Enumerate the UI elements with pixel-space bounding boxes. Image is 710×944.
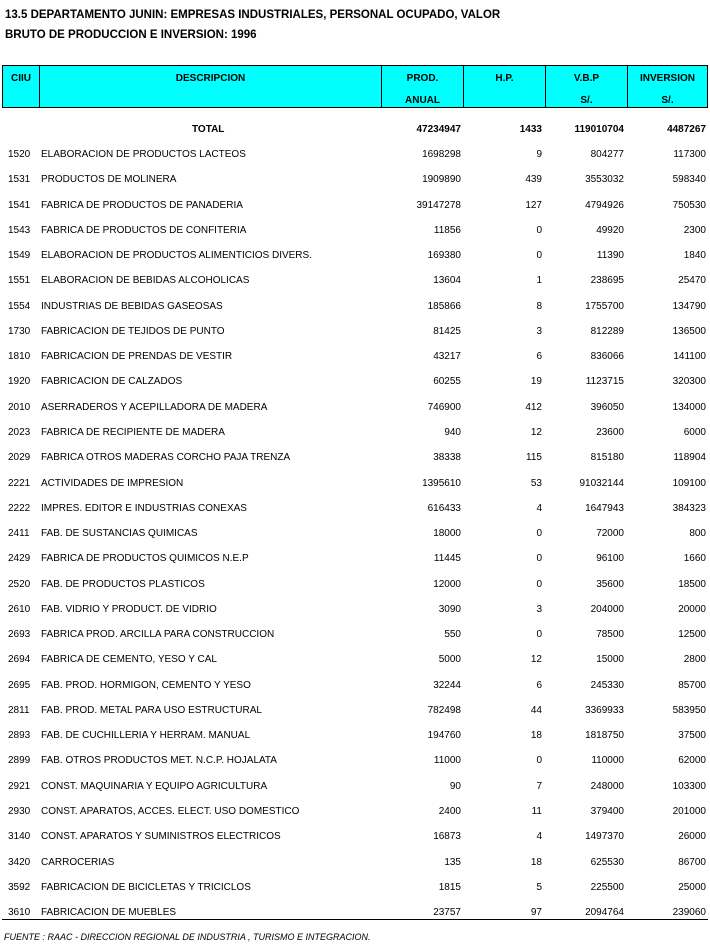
vbp-cell: 204000 xyxy=(590,603,624,615)
inversion-cell: 6000 xyxy=(683,426,706,438)
hp-cell: 8 xyxy=(536,300,542,312)
ciiu-cell: 1520 xyxy=(8,149,31,160)
vbp-cell: 23600 xyxy=(596,426,624,438)
table-row xyxy=(0,831,710,847)
table-row xyxy=(0,882,710,898)
vbp-cell: 91032144 xyxy=(579,477,624,489)
description-cell: ACTIVIDADES DE IMPRESION xyxy=(41,477,184,489)
table-row xyxy=(0,629,710,645)
ciiu-cell: 2429 xyxy=(8,553,31,565)
ciiu-cell: 2930 xyxy=(8,806,31,818)
table-row xyxy=(0,326,710,342)
vbp-cell: 3369933 xyxy=(585,704,624,716)
table-row xyxy=(0,604,710,620)
vbp-cell: 110000 xyxy=(591,755,624,767)
total-vbp: 119010704 xyxy=(574,124,624,135)
description-cell: PRODUCTOS DE MOLINERA xyxy=(41,174,177,186)
ciiu-cell: 3420 xyxy=(8,856,31,868)
prod-anual-cell: 1395610 xyxy=(422,477,461,489)
prod-anual-cell: 1698298 xyxy=(422,149,461,160)
hp-cell: 0 xyxy=(536,224,542,236)
vbp-cell: 1818750 xyxy=(585,730,624,742)
description-cell: CONST. APARATOS Y SUMINISTROS ELECTRICOS xyxy=(41,831,281,843)
table-row xyxy=(0,705,710,721)
prod-anual-cell: 11000 xyxy=(433,755,461,767)
ciiu-cell: 3610 xyxy=(8,907,31,919)
table-row xyxy=(0,806,710,822)
vbp-cell: 379400 xyxy=(590,806,624,818)
ciiu-cell: 2893 xyxy=(8,730,31,742)
ciiu-cell: 2221 xyxy=(8,477,31,489)
inversion-cell: 1840 xyxy=(683,250,706,262)
vbp-cell: 804277 xyxy=(590,149,624,160)
inversion-cell: 141100 xyxy=(673,351,706,363)
description-cell: FABRICA OTROS MADERAS CORCHO PAJA TRENZA xyxy=(41,452,291,464)
hp-cell: 0 xyxy=(536,250,542,262)
description-cell: IMPRES. EDITOR E INDUSTRIAS CONEXAS xyxy=(41,502,247,514)
prod-anual-cell: 135 xyxy=(444,856,461,868)
ciiu-cell: 2029 xyxy=(8,452,31,464)
description-cell: ELABORACION DE BEBIDAS ALCOHOLICAS xyxy=(41,275,250,287)
description-cell: INDUSTRIAS DE BEBIDAS GASEOSAS xyxy=(41,300,223,312)
total-label: TOTAL xyxy=(192,124,225,135)
inversion-cell: 117300 xyxy=(673,149,706,160)
prod-anual-cell: 746900 xyxy=(427,401,461,413)
inversion-cell: 62000 xyxy=(678,755,706,767)
page-title-line-1: 13.5 DEPARTAMENTO JUNIN: EMPRESAS INDUSTRIALES, PERSONAL OCUPADO, VALOR xyxy=(5,9,501,21)
vbp-cell: 248000 xyxy=(590,780,624,792)
prod-anual-cell: 550 xyxy=(444,629,461,641)
header-prod-anual: PROD. ANUAL xyxy=(382,66,464,107)
hp-cell: 5 xyxy=(536,881,542,893)
table-row xyxy=(0,654,710,670)
table-row xyxy=(0,452,710,468)
prod-anual-cell: 90 xyxy=(449,780,461,792)
ciiu-cell: 2010 xyxy=(8,401,31,413)
hp-cell: 12 xyxy=(530,654,542,666)
description-cell: CONST. APARATOS, ACCES. ELECT. USO DOMESTICO xyxy=(41,806,300,818)
table-row xyxy=(0,174,710,190)
inversion-cell: 201000 xyxy=(672,806,706,818)
description-cell: FABRICA DE PRODUCTOS DE CONFITERIA xyxy=(41,224,247,236)
vbp-cell: 245330 xyxy=(590,679,624,691)
ciiu-cell: 2222 xyxy=(8,502,31,514)
vbp-cell: 815180 xyxy=(590,452,624,464)
prod-anual-cell: 782498 xyxy=(427,704,461,716)
inversion-cell: 86700 xyxy=(678,856,706,868)
hp-cell: 11 xyxy=(531,806,542,818)
hp-cell: 439 xyxy=(525,174,542,186)
inversion-cell: 25000 xyxy=(678,881,706,893)
hp-cell: 44 xyxy=(530,704,542,716)
table-row xyxy=(0,200,710,216)
table-row xyxy=(0,478,710,494)
inversion-cell: 320300 xyxy=(672,376,706,388)
table-row xyxy=(0,857,710,873)
prod-anual-cell: 2400 xyxy=(438,806,461,818)
hp-cell: 127 xyxy=(525,199,542,211)
inversion-cell: 12500 xyxy=(678,629,706,641)
table-row xyxy=(0,503,710,519)
vbp-cell: 812289 xyxy=(590,325,624,337)
description-cell: FABRICACION DE PRENDAS DE VESTIR xyxy=(41,351,233,363)
prod-anual-cell: 11445 xyxy=(433,553,461,565)
prod-anual-cell: 18000 xyxy=(433,528,461,540)
hp-cell: 0 xyxy=(536,528,542,540)
hp-cell: 4 xyxy=(536,831,542,843)
inversion-cell: 750530 xyxy=(672,199,706,211)
ciiu-cell: 1551 xyxy=(8,275,31,287)
ciiu-cell: 1549 xyxy=(8,250,31,262)
prod-anual-cell: 16873 xyxy=(433,831,461,843)
total-inv: 4487267 xyxy=(667,124,706,135)
description-cell: FABRICA DE RECIPIENTE DE MADERA xyxy=(41,426,225,438)
prod-anual-cell: 5000 xyxy=(438,654,461,666)
description-cell: FAB. DE PRODUCTOS PLASTICOS xyxy=(41,578,205,590)
inversion-cell: 583950 xyxy=(672,704,706,716)
page-title-line-2: BRUTO DE PRODUCCION E INVERSION: 1996 xyxy=(5,29,257,41)
vbp-cell: 225500 xyxy=(590,881,624,893)
inversion-cell: 26000 xyxy=(678,831,706,843)
hp-cell: 4 xyxy=(536,502,542,514)
hp-cell: 1 xyxy=(536,275,542,287)
ciiu-cell: 3592 xyxy=(8,881,31,893)
description-cell: ASERRADEROS Y ACEPILLADORA DE MADERA xyxy=(41,401,268,413)
prod-anual-cell: 43217 xyxy=(433,351,461,363)
ciiu-cell: 2023 xyxy=(8,426,31,438)
table-header xyxy=(2,65,708,108)
inversion-cell: 239060 xyxy=(672,907,706,919)
table-row xyxy=(0,730,710,746)
hp-cell: 53 xyxy=(530,477,542,489)
table-row xyxy=(0,301,710,317)
hp-cell: 115 xyxy=(526,452,542,464)
ciiu-cell: 2610 xyxy=(8,603,31,615)
inversion-cell: 1660 xyxy=(683,553,706,565)
ciiu-cell: 2411 xyxy=(8,528,30,540)
vbp-cell: 1123715 xyxy=(585,376,624,388)
vbp-cell: 1497370 xyxy=(585,831,624,843)
prod-anual-cell: 616433 xyxy=(427,502,461,514)
ciiu-cell: 2520 xyxy=(8,578,31,590)
hp-cell: 12 xyxy=(530,426,542,438)
description-cell: ELABORACION DE PRODUCTOS ALIMENTICIOS DIVERS. xyxy=(41,250,312,262)
prod-anual-cell: 13604 xyxy=(433,275,461,287)
vbp-cell: 15000 xyxy=(596,654,624,666)
vbp-cell: 2094764 xyxy=(585,907,624,919)
inversion-cell: 2300 xyxy=(683,224,706,236)
inversion-cell: 20000 xyxy=(678,603,706,615)
inversion-cell: 134790 xyxy=(672,300,706,312)
ciiu-cell: 1543 xyxy=(8,224,31,236)
table-row xyxy=(0,907,710,923)
prod-anual-cell: 39147278 xyxy=(416,199,461,211)
ciiu-cell: 1920 xyxy=(8,376,31,388)
inversion-cell: 37500 xyxy=(678,730,706,742)
hp-cell: 0 xyxy=(536,755,542,767)
table-row xyxy=(0,376,710,392)
ciiu-cell: 2899 xyxy=(8,755,31,767)
prod-anual-cell: 60255 xyxy=(433,376,461,388)
hp-cell: 412 xyxy=(525,401,542,413)
vbp-cell: 625530 xyxy=(590,856,624,868)
description-cell: FAB. PROD. METAL PARA USO ESTRUCTURAL xyxy=(41,704,262,716)
header-hp: H.P. xyxy=(464,66,546,107)
total-hp: 1433 xyxy=(519,124,542,135)
prod-anual-cell: 940 xyxy=(444,426,461,438)
description-cell: ELABORACION DE PRODUCTOS LACTEOS xyxy=(41,149,246,160)
inversion-cell: 118904 xyxy=(673,452,706,464)
table-row xyxy=(0,755,710,771)
prod-anual-cell: 38338 xyxy=(433,452,461,464)
description-cell: CONST. MAQUINARIA Y EQUIPO AGRICULTURA xyxy=(41,780,268,792)
table-row xyxy=(0,680,710,696)
prod-anual-cell: 23757 xyxy=(433,907,461,919)
hp-cell: 6 xyxy=(536,679,542,691)
vbp-cell: 3553032 xyxy=(585,174,624,186)
inversion-cell: 25470 xyxy=(678,275,706,287)
ciiu-cell: 2921 xyxy=(8,780,31,792)
table-row xyxy=(0,427,710,443)
ciiu-cell: 2695 xyxy=(8,679,31,691)
ciiu-cell: 2694 xyxy=(8,654,31,666)
table-row xyxy=(0,250,710,266)
hp-cell: 18 xyxy=(530,730,542,742)
table-row xyxy=(0,275,710,291)
vbp-cell: 396050 xyxy=(590,401,624,413)
prod-anual-cell: 11856 xyxy=(433,224,461,236)
inversion-cell: 85700 xyxy=(678,679,706,691)
description-cell: FAB. VIDRIO Y PRODUCT. DE VIDRIO xyxy=(41,603,217,615)
hp-cell: 18 xyxy=(530,856,542,868)
description-cell: FAB. PROD. HORMIGON, CEMENTO Y YESO xyxy=(41,679,251,691)
inversion-cell: 598340 xyxy=(672,174,706,186)
prod-anual-cell: 32244 xyxy=(433,679,461,691)
vbp-cell: 4794926 xyxy=(585,199,624,211)
table-row xyxy=(0,149,710,165)
total-prod: 47234947 xyxy=(416,124,461,135)
header-descripcion: DESCRIPCION xyxy=(40,66,382,107)
vbp-cell: 836066 xyxy=(590,351,624,363)
header-vbp: V.B.P S/. xyxy=(546,66,628,107)
header-inversion: INVERSION S/. xyxy=(639,73,695,106)
ciiu-cell: 3140 xyxy=(8,831,31,843)
vbp-cell: 238695 xyxy=(590,275,624,287)
table-bottom-rule xyxy=(2,919,708,920)
hp-cell: 3 xyxy=(536,603,542,615)
inversion-cell: 2800 xyxy=(683,654,706,666)
hp-cell: 6 xyxy=(536,351,542,363)
hp-cell: 0 xyxy=(536,578,542,590)
header-ciiu: CIIU xyxy=(3,66,40,107)
description-cell: FAB. DE SUSTANCIAS QUIMICAS xyxy=(41,528,198,540)
vbp-cell: 35600 xyxy=(596,578,624,590)
description-cell: FABRICA DE PRODUCTOS QUIMICOS N.E.P xyxy=(41,553,249,565)
hp-cell: 0 xyxy=(536,629,542,641)
ciiu-cell: 1554 xyxy=(8,300,31,312)
inversion-cell: 134000 xyxy=(672,401,706,413)
inversion-cell: 18500 xyxy=(678,578,706,590)
prod-anual-cell: 169380 xyxy=(427,250,461,262)
prod-anual-cell: 1909890 xyxy=(422,174,461,186)
ciiu-cell: 2811 xyxy=(8,704,30,716)
table-row xyxy=(0,553,710,569)
prod-anual-cell: 185866 xyxy=(427,300,461,312)
ciiu-cell: 2693 xyxy=(8,629,31,641)
table-row xyxy=(0,351,710,367)
inversion-cell: 800 xyxy=(689,528,706,540)
hp-cell: 0 xyxy=(536,553,542,565)
table-row xyxy=(0,225,710,241)
vbp-cell: 11390 xyxy=(596,250,624,262)
ciiu-cell: 1810 xyxy=(8,351,31,363)
vbp-cell: 78500 xyxy=(596,629,624,641)
table-row xyxy=(0,528,710,544)
description-cell: FAB. DE CUCHILLERIA Y HERRAM. MANUAL xyxy=(41,730,251,742)
ciiu-cell: 1730 xyxy=(8,325,31,337)
inversion-cell: 109100 xyxy=(672,477,706,489)
vbp-cell: 49920 xyxy=(596,224,624,236)
prod-anual-cell: 1815 xyxy=(438,881,461,893)
description-cell: FABRICACION DE BICICLETAS Y TRICICLOS xyxy=(41,881,251,893)
hp-cell: 7 xyxy=(536,780,542,792)
description-cell: FABRICACION DE CALZADOS xyxy=(41,376,183,388)
inversion-cell: 103300 xyxy=(672,780,706,792)
hp-cell: 9 xyxy=(536,149,542,160)
hp-cell: 19 xyxy=(530,376,542,388)
table-row xyxy=(0,781,710,797)
ciiu-cell: 1541 xyxy=(8,199,31,211)
prod-anual-cell: 3090 xyxy=(438,603,461,615)
inversion-cell: 384323 xyxy=(672,502,706,514)
description-cell: FAB. OTROS PRODUCTOS MET. N.C.P. HOJALATA xyxy=(41,755,277,767)
vbp-cell: 1647943 xyxy=(585,502,624,514)
table-row xyxy=(0,579,710,595)
vbp-cell: 1755700 xyxy=(585,300,624,312)
description-cell: FABRICA PROD. ARCILLA PARA CONSTRUCCION xyxy=(41,629,275,641)
vbp-cell: 72000 xyxy=(596,528,624,540)
hp-cell: 97 xyxy=(530,907,542,919)
inversion-cell: 136500 xyxy=(672,325,706,337)
source-note: FUENTE : RAAC - DIRECCION REGIONAL DE INDUSTRIA , TURISMO E INTEGRACION. xyxy=(4,932,371,942)
description-cell: FABRICACION DE TEJIDOS DE PUNTO xyxy=(41,325,225,337)
hp-cell: 3 xyxy=(536,325,542,337)
ciiu-cell: 1531 xyxy=(8,174,31,186)
vbp-cell: 96100 xyxy=(596,553,624,565)
prod-anual-cell: 81425 xyxy=(433,325,461,337)
prod-anual-cell: 194760 xyxy=(427,730,461,742)
prod-anual-cell: 12000 xyxy=(433,578,461,590)
description-cell: FABRICACION DE MUEBLES xyxy=(41,907,177,919)
description-cell: FABRICA DE CEMENTO, YESO Y CAL xyxy=(41,654,217,666)
table-row xyxy=(0,402,710,418)
description-cell: FABRICA DE PRODUCTOS DE PANADERIA xyxy=(41,199,243,211)
description-cell: CARROCERIAS xyxy=(41,856,115,868)
